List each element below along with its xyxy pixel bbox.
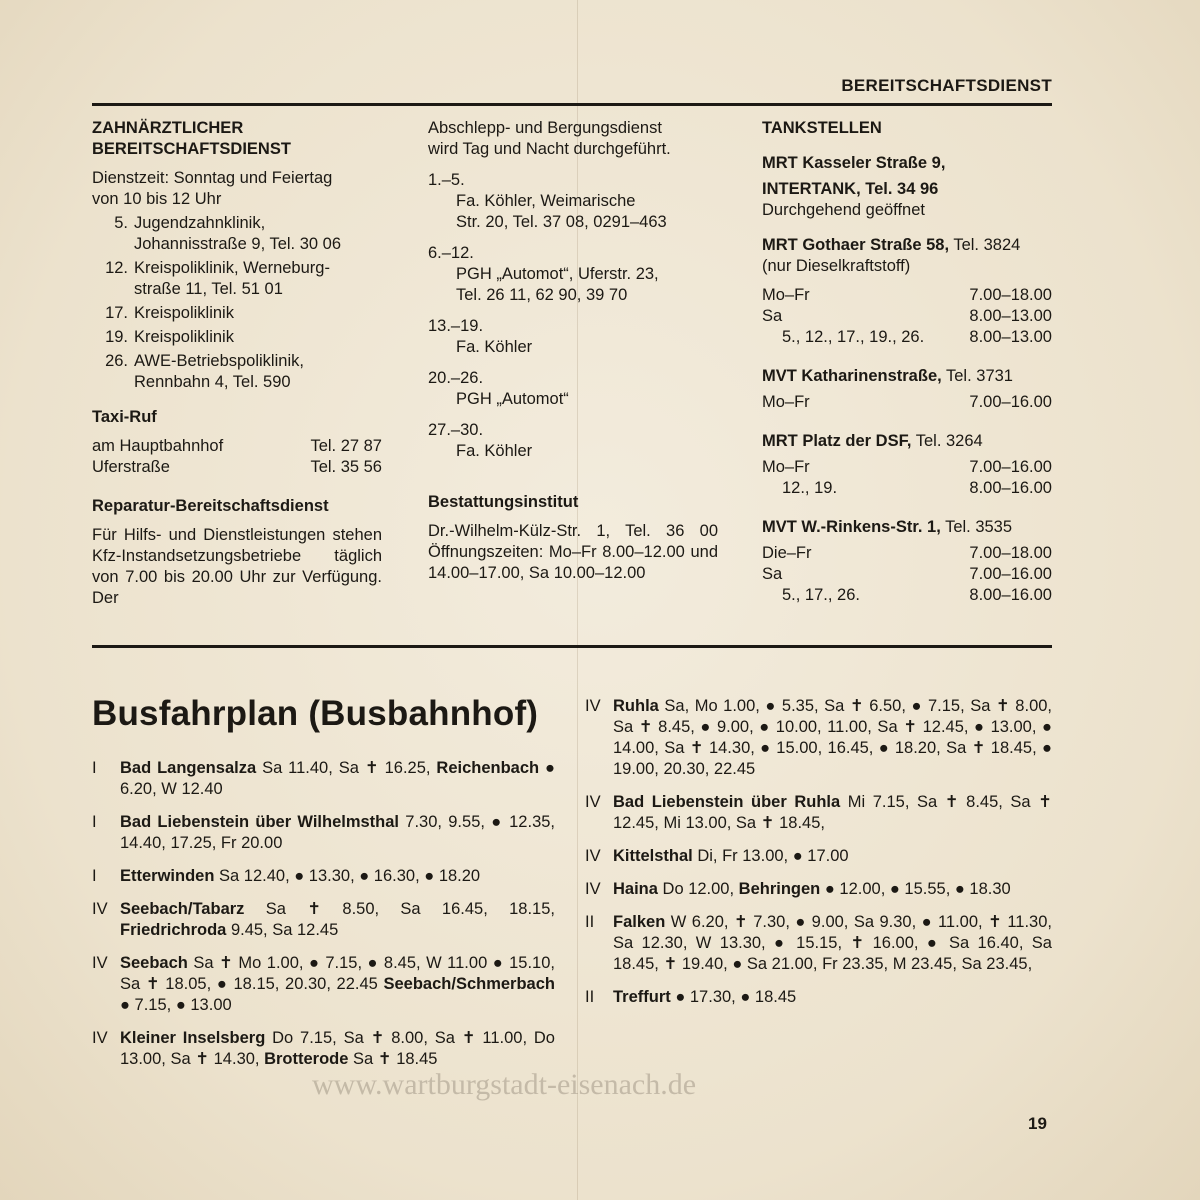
route-text <box>120 899 555 941</box>
watermark: www.wartburgstadt-eisenach.de <box>312 1068 697 1101</box>
route-times: Sa ✝ Mo 1.00, ● 7.15, ● 8.45, W 11.00 ● 15.10, Sa ✝ 18.05, ● 18.15, 20.30, 22.45 <box>120 954 555 993</box>
dental-title-line1: ZAHNÄRZTLICHER <box>92 119 244 137</box>
bus-route <box>92 866 555 887</box>
clinic-line1: Jugendzahnklinik, <box>134 214 266 232</box>
route-times: 7.30, 9.55, ● 12.35, 14.40, 17.25, Fr 20.00 <box>120 813 556 852</box>
clinic-text <box>134 258 382 300</box>
route-destination: Treffurt <box>613 988 671 1006</box>
bus-route <box>92 1028 555 1070</box>
route-times: Sa ✝ 8.50, Sa 16.45, 18.15, <box>244 900 555 918</box>
dental-hours-line2: von 10 bis 12 Uhr <box>92 190 222 208</box>
column-fuel-stations <box>762 118 1052 606</box>
towing-dates: 27.–30. <box>428 421 484 439</box>
route-destination: Bad Liebenstein über Wilhelmsthal <box>120 813 400 831</box>
towing-line1: PGH „Automot“, Uferstr. 23, <box>456 265 659 283</box>
route-destination: Seebach/Tabarz <box>120 900 245 918</box>
clinic-day: 12. <box>105 259 128 277</box>
dental-title-line2: BEREITSCHAFTSDIENST <box>92 140 291 158</box>
route-text <box>120 953 555 1016</box>
route-times: ● 7.15, ● 13.00 <box>120 996 232 1014</box>
bus-route <box>585 912 1052 975</box>
taxi-phone: Tel. 27 87 <box>310 437 382 455</box>
route-zone: II <box>585 988 595 1006</box>
opening-days: Sa <box>762 565 783 583</box>
route-zone: IV <box>585 880 601 898</box>
station3-name: MVT Katharinenstraße, <box>762 367 942 385</box>
route-times: ● 6.20, W 12.40 <box>120 759 555 798</box>
towing-line1: Fa. Köhler <box>456 442 533 460</box>
route-zone: I <box>92 867 97 885</box>
opening-times: 8.00–16.00 <box>969 586 1052 604</box>
repair-title: Reparatur-Bereitschaftsdienst <box>92 497 329 515</box>
station4-name: MRT Platz der DSF, <box>762 432 912 450</box>
route-times: W 6.20, ✝ 7.30, ● 9.00, Sa 9.30, ● 11.00, ✝ 11.30, Sa 12.30, W 13.30, ● 15.15, ✝ 16.00, ● Sa 16.40, Sa 18.45, ✝ 19.40, ● Sa 21.00, Fr 23.35, M 23.45, Sa 23.45, <box>613 913 1052 973</box>
opening-times: 7.00–16.00 <box>969 565 1052 583</box>
bus-routes-left <box>92 758 555 1082</box>
route-text <box>613 696 1052 780</box>
clinic-text <box>134 327 382 348</box>
taxi-place: am Hauptbahnhof <box>92 437 224 455</box>
route-times: ● 12.00, ● 15.55, ● 18.30 <box>820 880 1011 898</box>
route-times: Do 12.00, <box>657 880 739 898</box>
fuel-title: TANKSTELLEN <box>762 119 882 137</box>
station4-hours <box>762 457 1052 499</box>
opening-days: Die–Fr <box>762 544 812 562</box>
bus-route <box>92 812 555 854</box>
opening-times: 7.00–18.00 <box>969 286 1052 304</box>
route-zone: IV <box>92 954 108 972</box>
opening-hours-row <box>762 457 1052 478</box>
opening-days: Mo–Fr <box>762 286 810 304</box>
clinic-day: 19. <box>105 328 128 346</box>
route-zone: IV <box>585 697 601 715</box>
towing-entry <box>428 170 718 233</box>
opening-times: 7.00–16.00 <box>969 458 1052 476</box>
route-destination: Brotterode <box>264 1050 349 1068</box>
route-text <box>613 987 1052 1008</box>
top-rule <box>92 103 1052 106</box>
bus-route <box>585 987 1052 1008</box>
opening-times: 8.00–13.00 <box>969 307 1052 325</box>
route-text <box>120 758 555 800</box>
section-header: BEREITSCHAFTSDIENST <box>841 76 1052 95</box>
column-towing-funeral <box>428 118 718 584</box>
opening-times: 7.00–18.00 <box>969 544 1052 562</box>
clinic-item <box>92 258 382 300</box>
route-zone: IV <box>92 1029 108 1047</box>
opening-hours-row <box>762 392 1052 413</box>
route-text <box>613 879 1052 900</box>
towing-dates: 20.–26. <box>428 369 484 387</box>
station2-note: (nur Dieselkraftstoff) <box>762 257 911 275</box>
clinic-line1: Kreispoliklinik <box>134 328 234 346</box>
opening-days: Sa <box>762 307 783 325</box>
route-destination: Kleiner Inselsberg <box>120 1029 266 1047</box>
towing-line1: Fa. Köhler, Weimarische <box>456 192 636 210</box>
route-destination: Falken <box>613 913 666 931</box>
route-destination: Behringen <box>738 880 821 898</box>
clinic-line2: Johannisstraße 9, Tel. 30 06 <box>134 235 341 253</box>
route-destination: Etterwinden <box>120 867 215 885</box>
route-destination: Friedrichroda <box>120 921 227 939</box>
towing-line1: PGH „Automot“ <box>456 390 569 408</box>
bus-route <box>585 792 1052 834</box>
route-destination: Bad Liebenstein über Ruhla <box>613 793 841 811</box>
dental-hours-line1: Dienstzeit: Sonntag und Feiertag <box>92 169 333 187</box>
station5-name: MVT W.-Rinkens-Str. 1, <box>762 518 941 536</box>
middle-rule <box>92 645 1052 648</box>
clinic-item <box>92 213 382 255</box>
taxi-place: Uferstraße <box>92 458 170 476</box>
station4-heading <box>762 431 1052 452</box>
route-zone: I <box>92 813 97 831</box>
station2-tel: Tel. 3824 <box>949 236 1021 254</box>
opening-hours-row <box>762 585 1052 606</box>
route-times: Sa ✝ 18.45 <box>348 1050 438 1068</box>
bus-route <box>92 953 555 1016</box>
opening-days: 5., 17., 26. <box>782 586 860 604</box>
opening-hours-row <box>762 478 1052 499</box>
route-destination: Kittelsthal <box>613 847 693 865</box>
route-destination: Bad Langensalza <box>120 759 257 777</box>
station1-line1: MRT Kasseler Straße 9, <box>762 154 946 172</box>
route-text <box>613 846 1052 867</box>
station3-hours <box>762 392 1052 413</box>
towing-line2: Str. 20, Tel. 37 08, 0291–463 <box>456 213 667 231</box>
route-times: Sa 12.40, ● 13.30, ● 16.30, ● 18.20 <box>214 867 481 885</box>
station2-hours <box>762 285 1052 348</box>
towing-dates: 13.–19. <box>428 317 484 335</box>
station2-name: MRT Gothaer Straße 58, <box>762 236 950 254</box>
towing-entry <box>428 368 718 410</box>
route-text <box>613 912 1052 975</box>
towing-schedule <box>428 170 718 462</box>
funeral-text: Dr.-Wilhelm-Külz-Str. 1, Tel. 36 00 Öffnungszeiten: Mo–Fr 8.00–12.00 und 14.00–17.00, Sa 10.00–12.00 <box>428 522 718 582</box>
clinic-day: 17. <box>105 304 128 322</box>
towing-line2: Tel. 26 11, 62 90, 39 70 <box>456 286 628 304</box>
opening-hours-row <box>762 564 1052 585</box>
towing-entry <box>428 420 718 462</box>
station5-hours <box>762 543 1052 606</box>
column-dental-taxi <box>92 118 382 609</box>
route-times: Mi 7.15, Sa ✝ 8.45, Sa ✝ 12.45, Mi 13.00, Sa ✝ 18.45, <box>613 793 1052 832</box>
opening-days: Mo–Fr <box>762 458 810 476</box>
opening-times: 7.00–16.00 <box>969 393 1052 411</box>
bus-route <box>92 899 555 941</box>
route-times: Sa 11.40, Sa ✝ 16.25, <box>256 759 437 777</box>
opening-times: 8.00–13.00 <box>969 328 1052 346</box>
station5-heading <box>762 517 1052 538</box>
route-times: ● 17.30, ● 18.45 <box>670 988 797 1006</box>
clinic-item <box>92 303 382 324</box>
clinic-text <box>134 213 382 255</box>
station1-line3: Durchgehend geöffnet <box>762 201 925 219</box>
opening-days: 12., 19. <box>782 479 838 497</box>
opening-hours-row <box>762 327 1052 348</box>
page-number: 19 <box>1028 1114 1047 1133</box>
opening-days: Mo–Fr <box>762 393 810 411</box>
clinic-line2: straße 11, Tel. 51 01 <box>134 280 283 298</box>
clinic-day: 5. <box>114 214 128 232</box>
clinic-line2: Rennbahn 4, Tel. 590 <box>134 373 291 391</box>
clinic-item <box>92 327 382 348</box>
route-text <box>613 792 1052 834</box>
towing-intro-line1: Abschlepp- und Bergungsdienst <box>428 119 662 137</box>
opening-hours-row <box>762 285 1052 306</box>
route-times: Sa, Mo 1.00, ● 5.35, Sa ✝ 6.50, ● 7.15, Sa ✝ 8.00, Sa ✝ 8.45, ● 9.00, ● 10.00, 11.00, Sa ✝ 12.45, ● 13.00, ● 14.00, Sa ✝ 14.30, ● 15.00, 16.45, ● 18.20, Sa ✝ 18.45, ● 19.00, 20.30, 22.45 <box>613 697 1052 778</box>
route-text <box>120 812 555 854</box>
dental-clinic-list <box>92 213 382 393</box>
clinic-day: 26. <box>105 352 128 370</box>
route-zone: II <box>585 913 595 931</box>
route-zone: IV <box>92 900 108 918</box>
bus-route <box>585 696 1052 780</box>
clinic-item <box>92 351 382 393</box>
route-text <box>120 1028 555 1070</box>
route-destination: Reichenbach <box>436 759 540 777</box>
station4-tel: Tel. 3264 <box>911 432 983 450</box>
route-times: Do 7.15, Sa ✝ 8.00, Sa ✝ 11.00, Do 13.00, Sa ✝ 14.30, <box>120 1029 555 1068</box>
funeral-title: Bestattungsinstitut <box>428 493 579 511</box>
opening-days: 5., 12., 17., 19., 26. <box>782 328 925 346</box>
route-zone: IV <box>585 793 601 811</box>
taxi-list <box>92 436 382 478</box>
route-zone: IV <box>585 847 601 865</box>
towing-line1: Fa. Köhler <box>456 338 533 356</box>
clinic-text <box>134 351 382 393</box>
route-destination: Seebach/Schmerbach <box>383 975 555 993</box>
towing-dates: 1.–5. <box>428 171 465 189</box>
taxi-row <box>92 457 382 478</box>
route-zone: I <box>92 759 97 777</box>
towing-intro-line2: wird Tag und Nacht durchgeführt. <box>428 140 671 158</box>
taxi-phone: Tel. 35 56 <box>310 458 382 476</box>
station5-tel: Tel. 3535 <box>940 518 1013 536</box>
bus-route <box>585 846 1052 867</box>
repair-text: Für Hilfs- und Dienstleistungen stehen Kfz-Instandsetzungsbetriebe täglich von 7.00 bis 20.00 Uhr zur Verfügung. Der <box>92 526 382 607</box>
bus-route <box>92 758 555 800</box>
station3-heading <box>762 366 1052 387</box>
route-destination: Haina <box>613 880 658 898</box>
station1-line2: INTERTANK, Tel. 34 96 <box>762 180 939 198</box>
route-times: Di, Fr 13.00, ● 17.00 <box>692 847 849 865</box>
route-destination: Ruhla <box>613 697 659 715</box>
route-text <box>120 866 555 887</box>
station2-heading <box>762 235 1052 256</box>
clinic-line1: Kreispoliklinik <box>134 304 234 322</box>
station3-tel: Tel. 3731 <box>941 367 1013 385</box>
clinic-text <box>134 303 382 324</box>
opening-times: 8.00–16.00 <box>969 479 1052 497</box>
bus-timetable-title: Busfahrplan (Busbahnhof) <box>92 694 539 733</box>
towing-dates: 6.–12. <box>428 244 474 262</box>
route-times: 9.45, Sa 12.45 <box>226 921 339 939</box>
opening-hours-row <box>762 543 1052 564</box>
clinic-line1: Kreispoliklinik, Werneburg- <box>134 259 330 277</box>
taxi-title: Taxi-Ruf <box>92 408 157 426</box>
towing-entry <box>428 316 718 358</box>
clinic-line1: AWE-Betriebspoliklinik, <box>134 352 304 370</box>
taxi-row <box>92 436 382 457</box>
opening-hours-row <box>762 306 1052 327</box>
route-destination: Seebach <box>120 954 188 972</box>
bus-routes-right <box>585 696 1052 1020</box>
bus-route <box>585 879 1052 900</box>
towing-entry <box>428 243 718 306</box>
